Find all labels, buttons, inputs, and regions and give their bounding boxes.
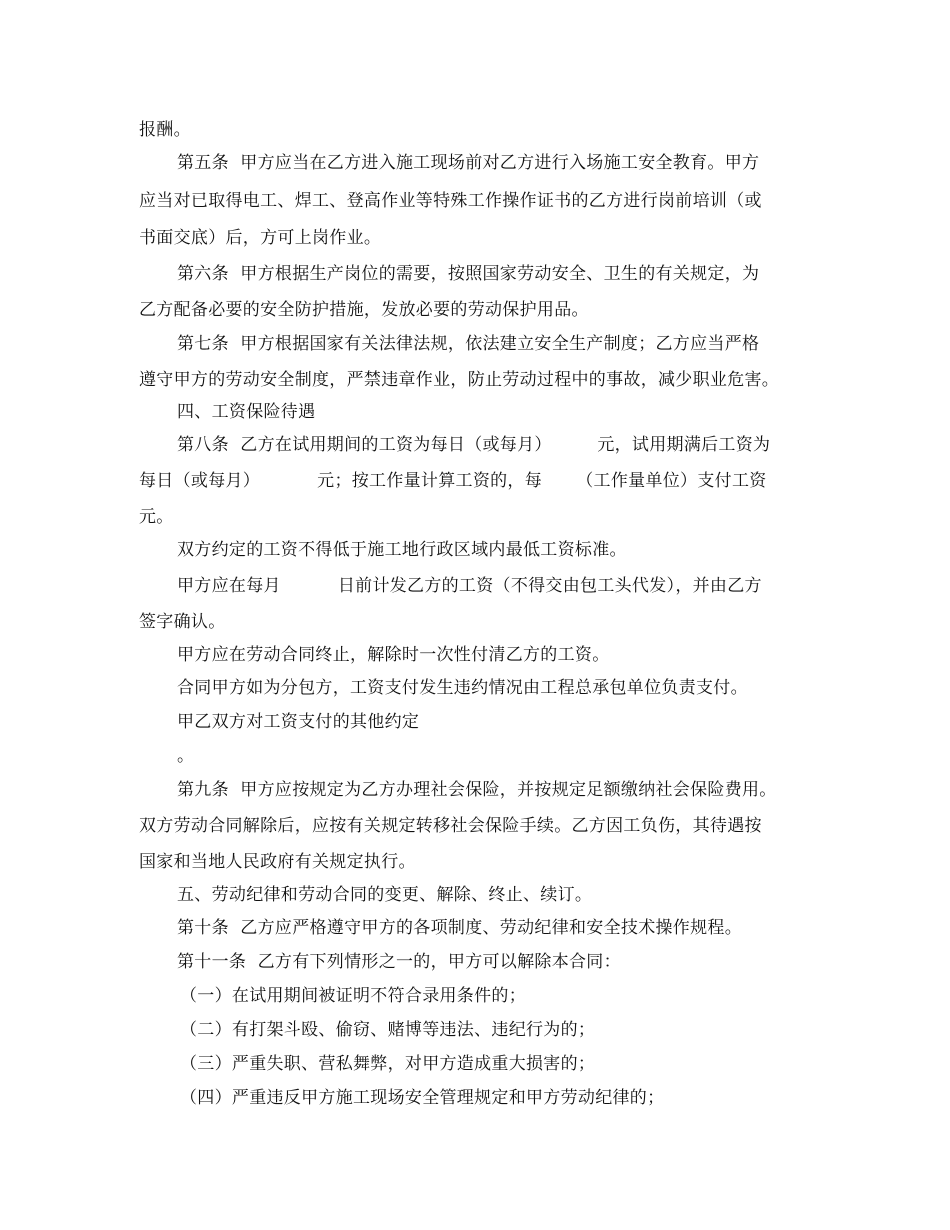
text-line: 双方劳动合同解除后，应按有关规定转移社会保险手续。乙方因工负伤，其待遇按 [139, 816, 762, 836]
text-line: 遵守甲方的劳动安全制度，严禁违章作业，防止劳动过程中的事故，减少职业危害。 [139, 370, 780, 390]
list-item: （三）严重失职、营私舞弊，对甲方造成重大损害的； [180, 1054, 596, 1074]
section-heading: 五、劳动纪律和劳动合同的变更、解除、终止、续订。 [177, 885, 593, 905]
text-line: 书面交底）后，方可上岗作业。 [139, 228, 382, 248]
text-line: 乙方配备必要的安全防护措施，发放必要的劳动保护用品。 [139, 300, 589, 320]
list-item: （四）严重违反甲方施工现场安全管理规定和甲方劳动纪律的； [180, 1088, 665, 1108]
article-11-line: 第十一条 乙方有下列情形之一的，甲方可以解除本合同： [177, 952, 621, 972]
text-line: 应当对已取得电工、焊工、登高作业等特殊工作操作证书的乙方进行岗前培训（或 [139, 191, 762, 211]
text-line: 国家和当地人民政府有关规定执行。 [139, 852, 416, 872]
article-6-line: 第六条 甲方根据生产岗位的需要，按照国家劳动安全、卫生的有关规定，为 [177, 264, 760, 284]
list-item: （一）在试用期间被证明不符合录用条件的； [180, 986, 526, 1006]
text-line: 甲方应在每月 日前计发乙方的工资（不得交由包工头代发），并由乙方 [177, 576, 762, 596]
text-line: 。 [177, 746, 195, 766]
text-line: 元。 [139, 507, 174, 527]
text-line: 签字确认。 [139, 612, 226, 632]
text-line: 甲乙双方对工资支付的其他约定 [177, 712, 420, 732]
text-line: 报酬。 [139, 120, 191, 140]
article-8-line: 第八条 乙方在试用期间的工资为每日（或每月） 元，试用期满后工资为 [177, 435, 771, 455]
article-7-line: 第七条 甲方根据国家有关法律法规，依法建立安全生产制度；乙方应当严格 [177, 334, 760, 354]
section-heading: 四、工资保险待遇 [177, 402, 316, 422]
article-10-line: 第十条 乙方应严格遵守甲方的各项制度、劳动纪律和安全技术操作规程。 [177, 918, 743, 938]
article-9-line: 第九条 甲方应按规定为乙方办理社会保险，并按规定足额缴纳社会保险费用。 [177, 780, 777, 800]
text-line: 合同甲方如为分包方，工资支付发生违约情况由工程总承包单位负责支付。 [177, 678, 748, 698]
text-line: 每日（或每月） 元；按工作量计算工资的，每 （工作量单位）支付工资 [139, 471, 767, 491]
text-line: 双方约定的工资不得低于施工地行政区域内最低工资标准。 [177, 540, 627, 560]
text-line: 甲方应在劳动合同终止，解除时一次性付清乙方的工资。 [177, 645, 610, 665]
list-item: （二）有打架斗殴、偷窃、赌博等违法、违纪行为的； [180, 1020, 596, 1040]
article-5-line: 第五条 甲方应当在乙方进入施工现场前对乙方进行入场施工安全教育。甲方 [177, 153, 760, 173]
